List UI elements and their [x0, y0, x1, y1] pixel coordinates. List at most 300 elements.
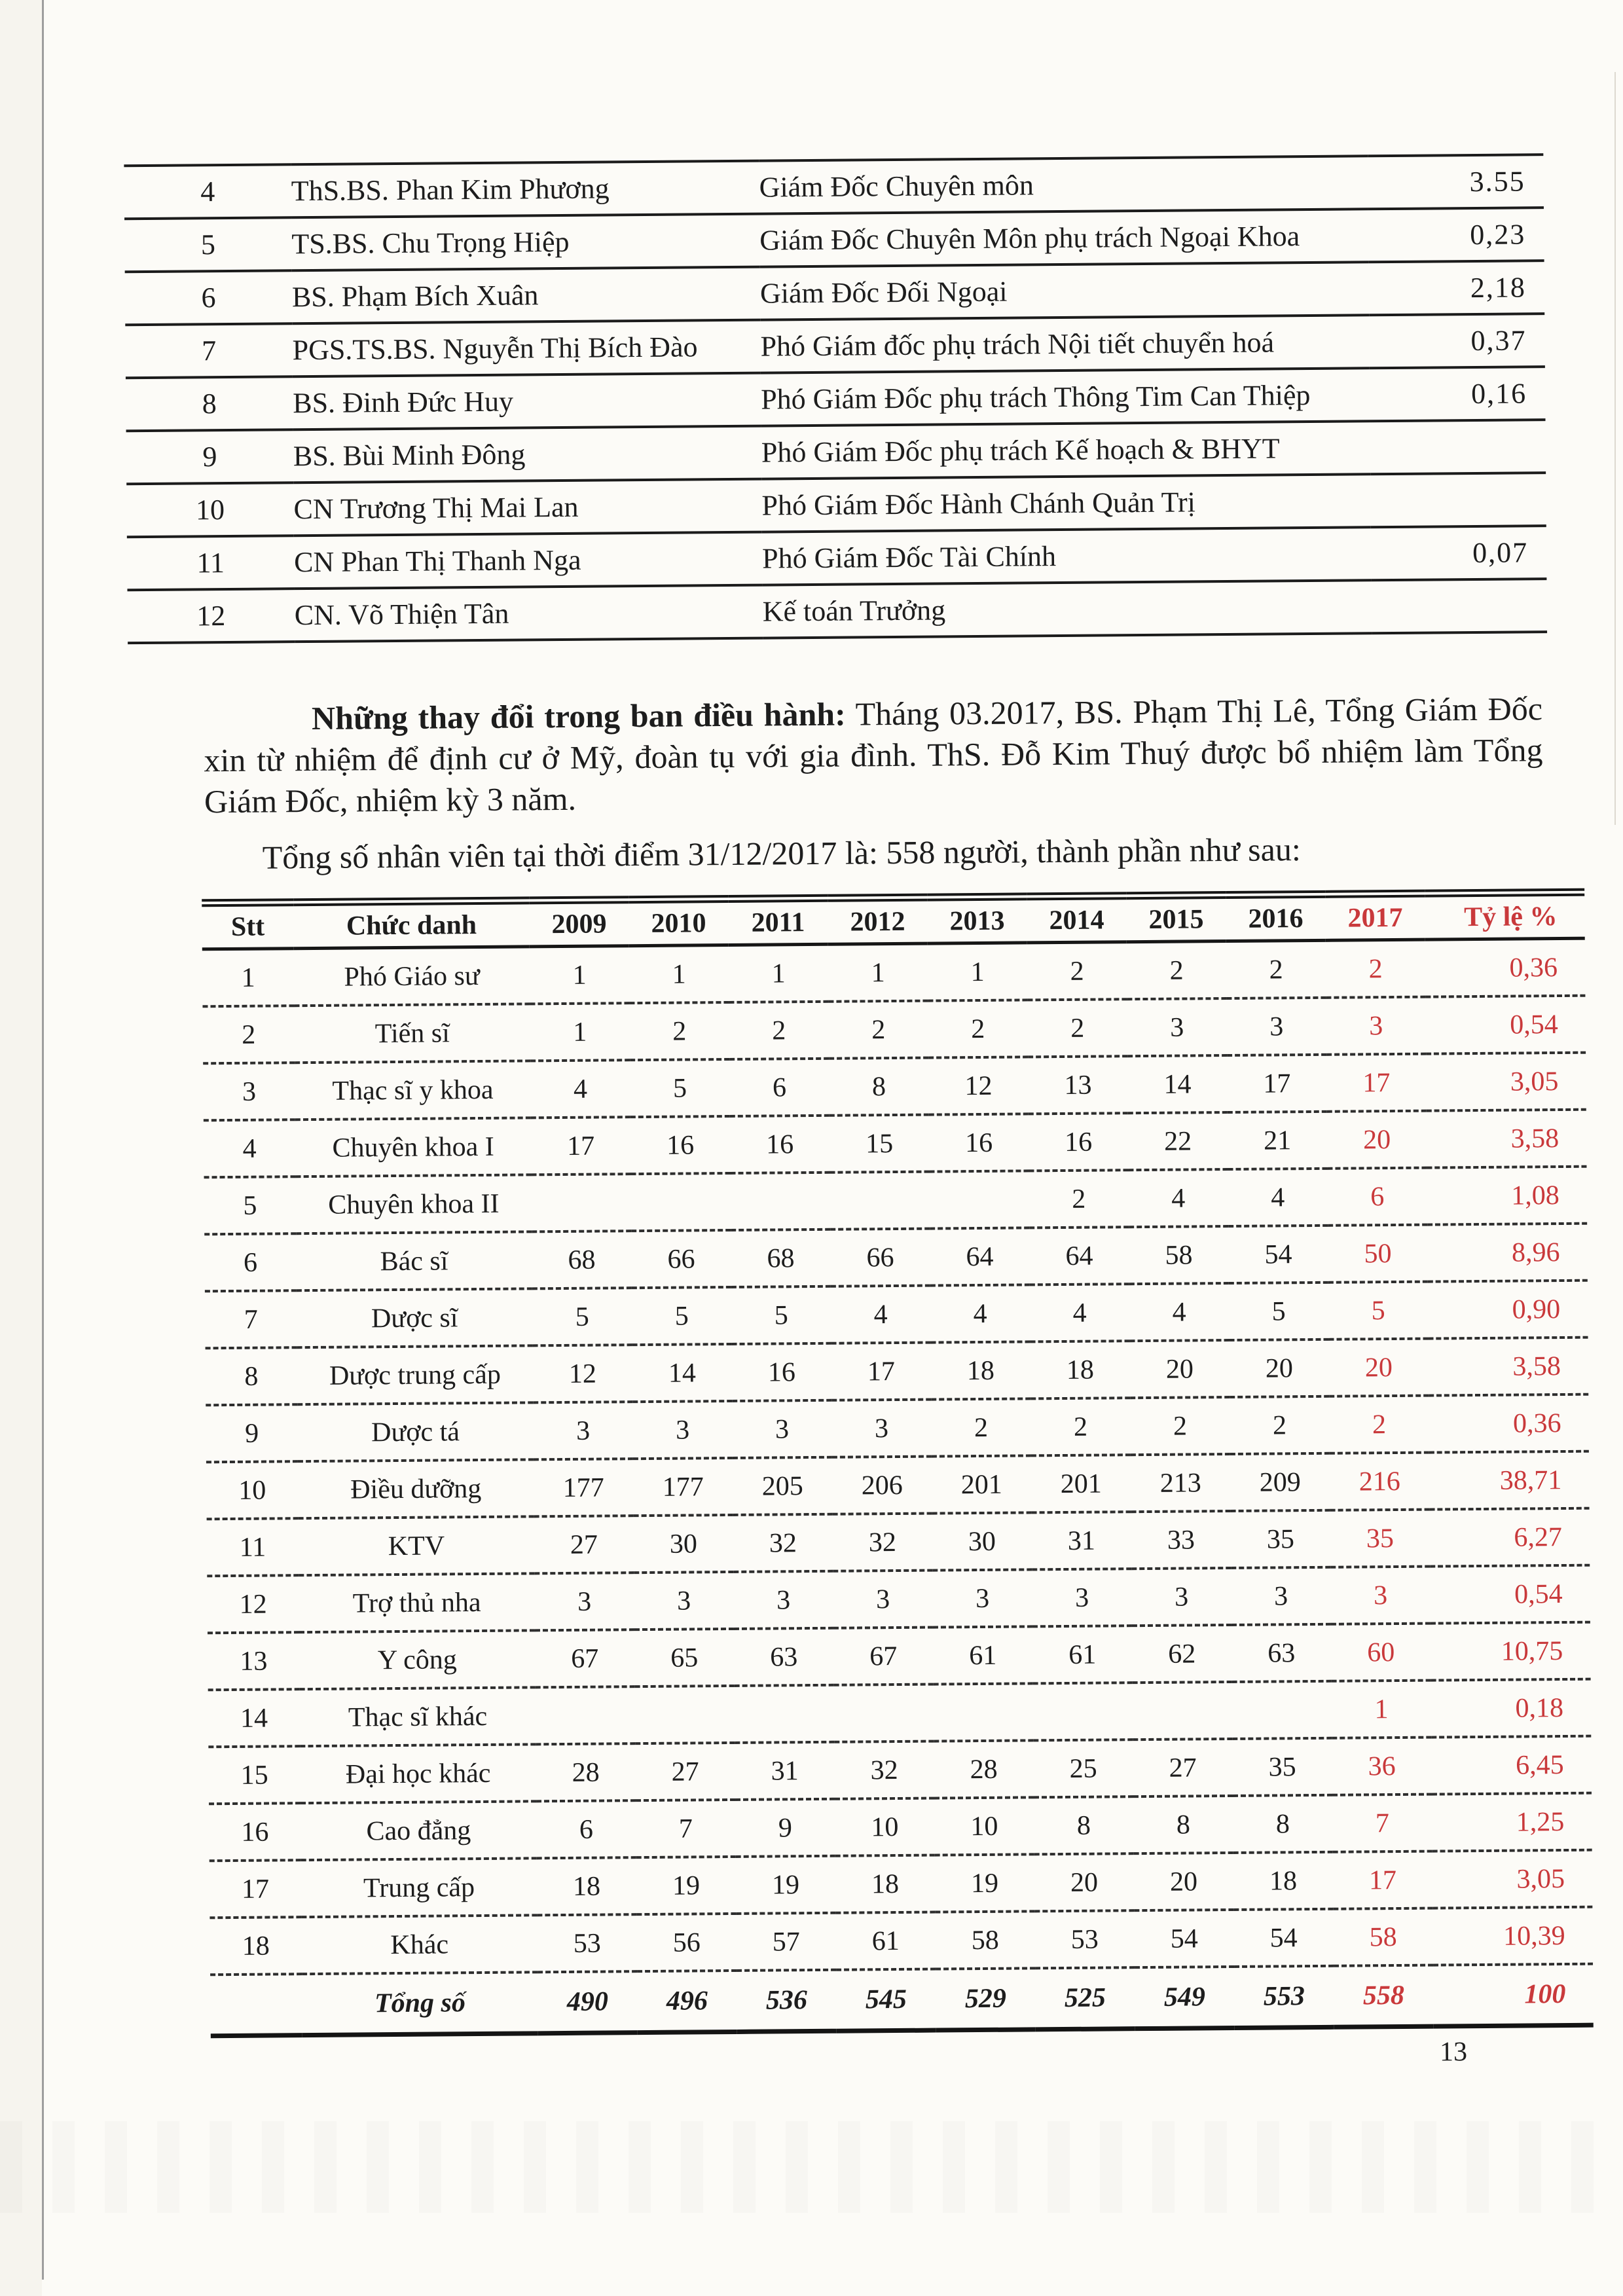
- staff-value-2014: 8: [1034, 1796, 1134, 1854]
- staff-value-2016: 54: [1228, 1226, 1328, 1283]
- staff-value-2015: 2: [1127, 941, 1227, 1000]
- staff-value-rate: 3,05: [1426, 1053, 1586, 1111]
- staff-value-2012: 17: [831, 1343, 932, 1400]
- staff-value-2011: [735, 1685, 835, 1743]
- staff-row: [204, 1110, 1587, 1178]
- staff-value-2017: 6: [1327, 1168, 1427, 1226]
- staff-row: [204, 1224, 1588, 1292]
- header-2016: 2016: [1226, 894, 1326, 941]
- staff-value-2015: 20: [1134, 1853, 1234, 1910]
- header-2011: 2011: [728, 898, 828, 945]
- staff-value-2017: 20: [1329, 1339, 1429, 1396]
- staff-value-2014: 201: [1031, 1455, 1131, 1512]
- staff-value-2011: 68: [731, 1230, 831, 1287]
- total-2011: 536: [737, 1970, 837, 2032]
- staff-value-rate: 0,54: [1430, 1565, 1590, 1624]
- header-2010: 2010: [629, 899, 729, 946]
- staff-value-2014: 31: [1032, 1512, 1132, 1569]
- staff-value-2009: 12: [533, 1345, 633, 1402]
- staff-value-2013: 64: [930, 1228, 1030, 1285]
- staff-value-2017: 1: [1332, 1681, 1432, 1738]
- staff-value-2016: [1232, 1681, 1332, 1739]
- header-chuc-danh: Chức danh: [293, 900, 530, 948]
- staff-row-label: Y công: [299, 1630, 536, 1689]
- member-position: Phó Giám Đốc Hành Chánh Quản Trị: [761, 474, 1371, 532]
- staff-value-2011: 2: [729, 1002, 829, 1059]
- staff-value-2015: 27: [1133, 1739, 1233, 1796]
- staff-row-stt: 13: [208, 1632, 300, 1690]
- staff-value-2012: 32: [834, 1741, 934, 1799]
- staff-value-2013: [934, 1683, 1034, 1741]
- staff-value-rate: 1,25: [1432, 1793, 1592, 1851]
- staff-row: [203, 1053, 1586, 1121]
- staff-row: [202, 938, 1586, 1006]
- staff-value-rate: 38,71: [1429, 1451, 1590, 1510]
- staff-value-2015: 14: [1127, 1055, 1228, 1113]
- staff-value-2010: 66: [631, 1230, 731, 1288]
- staff-value-2016: 35: [1232, 1738, 1332, 1796]
- staff-table-foot: [210, 1964, 1594, 2036]
- staff-row: [207, 1508, 1590, 1576]
- row-number: 4: [124, 164, 291, 219]
- staff-value-2009: 27: [534, 1516, 634, 1573]
- staff-value-2013: 19: [935, 1854, 1035, 1912]
- row-number: 10: [126, 483, 294, 537]
- staff-value-2010: 7: [636, 1800, 736, 1857]
- staff-value-2011: 63: [734, 1628, 834, 1686]
- staff-value-2011: 32: [733, 1514, 833, 1572]
- staff-value-2013: 16: [929, 1114, 1029, 1171]
- staff-row: [210, 1850, 1593, 1918]
- total-stt: [210, 1974, 302, 2036]
- staff-row: [210, 1907, 1593, 1975]
- staff-row-stt: 3: [203, 1063, 295, 1120]
- staff-value-2013: 3: [932, 1569, 1032, 1627]
- staff-value-2010: 65: [634, 1629, 735, 1686]
- staff-row-label: Tiến sĩ: [294, 1004, 530, 1063]
- staff-value-2016: 18: [1233, 1852, 1334, 1910]
- staff-row-label: Đại học khác: [300, 1744, 536, 1803]
- staff-value-2014: 61: [1032, 1626, 1133, 1683]
- member-share: [1371, 579, 1547, 633]
- staff-value-2017: 3: [1330, 1567, 1431, 1624]
- staff-value-rate: 0,90: [1428, 1281, 1588, 1339]
- staff-row-stt: 12: [207, 1575, 299, 1633]
- staff-row-stt: 14: [208, 1689, 301, 1747]
- staff-value-2010: 14: [632, 1344, 733, 1402]
- member-share: 0,23: [1368, 208, 1544, 262]
- staff-value-2010: 5: [632, 1287, 732, 1345]
- staff-row-stt: 16: [209, 1803, 301, 1861]
- paragraph-heading: Những thay đổi trong ban điều hành:: [311, 695, 846, 737]
- member-name: ThS.BS. Phan Kim Phương: [291, 161, 759, 218]
- management-table-body: [124, 155, 1547, 643]
- staff-table: [202, 888, 1594, 2039]
- staff-value-2010: 16: [630, 1116, 731, 1174]
- staff-value-2012: [830, 1172, 930, 1230]
- staff-row: [206, 1451, 1590, 1520]
- staff-value-2015: 8: [1133, 1796, 1233, 1853]
- staff-value-2015: 4: [1128, 1169, 1228, 1227]
- staff-value-rate: 3,58: [1429, 1338, 1589, 1396]
- staff-value-2010: 1: [629, 945, 729, 1003]
- staff-row-stt: 5: [204, 1176, 297, 1234]
- staff-value-2014: 2: [1027, 942, 1127, 1000]
- total-2010: 496: [637, 1971, 737, 2033]
- staff-value-2011: 205: [733, 1457, 833, 1515]
- staff-value-2017: 50: [1328, 1225, 1428, 1283]
- total-2015: 549: [1135, 1967, 1235, 2029]
- total-rate: 100: [1433, 1964, 1594, 2026]
- staff-value-2011: 3: [733, 1571, 833, 1629]
- staff-value-2017: 36: [1332, 1738, 1432, 1795]
- staff-value-2014: 16: [1029, 1113, 1129, 1171]
- staff-value-rate: 0,36: [1425, 938, 1586, 996]
- member-position: Phó Giám Đốc Tài Chính: [762, 527, 1372, 585]
- staff-value-2017: 35: [1330, 1510, 1431, 1567]
- member-share: 0,16: [1370, 367, 1546, 421]
- staff-value-2010: 56: [636, 1914, 737, 1971]
- staff-value-2013: 1: [928, 943, 1028, 1001]
- staff-value-2012: 15: [830, 1115, 930, 1173]
- staff-value-2017: 3: [1326, 997, 1426, 1055]
- member-position: Giám Đốc Chuyên môn: [759, 156, 1368, 213]
- staff-value-2014: 3: [1032, 1569, 1132, 1626]
- staff-value-2009: 3: [533, 1402, 633, 1459]
- staff-row: [208, 1736, 1592, 1804]
- staff-value-2012: 18: [835, 1855, 936, 1913]
- staff-value-2012: 32: [833, 1514, 933, 1571]
- staff-value-2015: 3: [1127, 998, 1227, 1056]
- staff-row: [204, 1167, 1588, 1235]
- staff-value-2016: 54: [1233, 1909, 1334, 1967]
- staff-value-2010: [635, 1686, 735, 1743]
- staff-value-2016: 5: [1229, 1283, 1329, 1340]
- member-name: PGS.TS.BS. Nguyễn Thị Bích Đào: [292, 320, 761, 377]
- staff-value-2010: 19: [636, 1857, 737, 1914]
- staff-row-label: Dược sĩ: [297, 1288, 533, 1347]
- staff-value-2009: 53: [537, 1914, 637, 1972]
- staff-row-label: Chuyên khoa II: [296, 1175, 532, 1233]
- staff-value-2015: 2: [1130, 1397, 1230, 1455]
- member-name: BS. Bùi Minh Đông: [293, 426, 762, 483]
- staff-value-2013: 2: [931, 1398, 1031, 1456]
- total-2016: 553: [1234, 1966, 1334, 2028]
- staff-value-2012: 2: [828, 1001, 928, 1059]
- staff-value-2011: 3: [732, 1400, 832, 1458]
- staff-row-stt: 18: [210, 1917, 302, 1975]
- staff-value-2015: [1133, 1682, 1233, 1740]
- staff-value-2014: 20: [1034, 1853, 1135, 1911]
- staff-value-2013: 30: [932, 1512, 1032, 1570]
- staff-value-2013: 2: [928, 1000, 1028, 1057]
- staff-value-2013: [929, 1171, 1029, 1228]
- staff-row-label: KTV: [299, 1516, 535, 1575]
- staff-value-2009: 68: [532, 1231, 632, 1288]
- staff-value-2011: 6: [729, 1059, 830, 1116]
- staff-value-2017: 7: [1332, 1795, 1432, 1852]
- staff-row-label: Khác: [301, 1915, 538, 1974]
- staff-row-label: Cao đẳng: [301, 1801, 537, 1860]
- header-ty-le: Tỷ lệ %: [1425, 892, 1585, 939]
- staff-value-2009: 1: [530, 946, 630, 1004]
- staff-value-rate: 10,75: [1431, 1622, 1591, 1681]
- row-number: 11: [127, 536, 295, 590]
- staff-value-2009: 67: [535, 1630, 635, 1687]
- staff-row: [209, 1793, 1592, 1861]
- staff-value-2015: 22: [1128, 1112, 1228, 1170]
- staff-value-2014: [1033, 1683, 1133, 1740]
- staff-value-2011: 19: [736, 1856, 836, 1914]
- staff-value-2010: 27: [635, 1743, 735, 1800]
- staff-value-2013: 28: [934, 1740, 1034, 1798]
- staff-value-2013: 201: [932, 1455, 1032, 1513]
- staff-value-2010: 2: [629, 1002, 729, 1060]
- staff-value-2016: 8: [1233, 1795, 1333, 1853]
- staff-value-2017: 17: [1326, 1054, 1427, 1112]
- staff-value-rate: 0,18: [1431, 1679, 1592, 1738]
- staff-value-2016: 209: [1230, 1453, 1330, 1511]
- staff-value-2017: 216: [1330, 1453, 1430, 1510]
- staff-value-2017: 58: [1333, 1908, 1433, 1966]
- member-position: Giám Đốc Đối Ngoại: [760, 262, 1370, 319]
- staff-value-2013: 12: [928, 1057, 1029, 1114]
- staff-value-2013: 18: [931, 1341, 1031, 1399]
- staff-row-stt: 1: [202, 949, 295, 1007]
- member-position: Phó Giám Đốc phụ trách Kế hoạch & BHYT: [761, 421, 1371, 479]
- member-position: Kế toán Trưởng: [762, 580, 1372, 638]
- header-2013: 2013: [927, 896, 1027, 943]
- staff-value-2016: 3: [1226, 998, 1326, 1055]
- staff-value-rate: 1,08: [1427, 1167, 1587, 1225]
- staff-value-2012: 8: [829, 1058, 929, 1116]
- staff-value-rate: 6,27: [1430, 1508, 1590, 1567]
- member-position: Phó Giám Đốc phụ trách Thông Tim Can Thiệp: [761, 368, 1370, 426]
- staff-row-stt: 2: [202, 1006, 295, 1063]
- staff-row-label: Phó Giáo sư: [294, 947, 530, 1006]
- staff-row-label: Thạc sĩ khác: [300, 1687, 536, 1746]
- total-2012: 545: [836, 1969, 936, 2032]
- staff-intro-paragraph: Tổng số nhân viên tại thời điểm 31/12/2017 là: 558 người, thành phần như sau:: [262, 831, 1301, 876]
- staff-row-label: Trợ thủ nha: [299, 1573, 535, 1632]
- total-2009: 490: [538, 1971, 638, 2033]
- staff-value-2014: 2: [1029, 1170, 1129, 1228]
- staff-value-2011: 16: [732, 1343, 832, 1401]
- staff-value-2012: 66: [830, 1229, 930, 1286]
- staff-value-rate: 3,05: [1432, 1850, 1593, 1908]
- staff-value-2012: 3: [833, 1571, 933, 1628]
- staff-value-2012: 67: [833, 1628, 934, 1685]
- row-number: 9: [126, 429, 294, 484]
- staff-row-stt: 15: [208, 1746, 301, 1804]
- staff-value-rate: 6,45: [1431, 1736, 1592, 1795]
- staff-row-stt: 17: [210, 1860, 302, 1918]
- member-share: 0,07: [1371, 526, 1547, 580]
- staff-row: [202, 996, 1586, 1064]
- staff-value-2012: 3: [831, 1400, 932, 1457]
- staff-value-2012: 4: [831, 1286, 931, 1343]
- staff-value-2015: 62: [1132, 1625, 1232, 1683]
- staff-value-2010: 30: [634, 1515, 734, 1573]
- staff-row-label: Dược tá: [297, 1402, 534, 1461]
- row-number: 12: [127, 589, 295, 643]
- total-2017: 558: [1334, 1965, 1434, 2028]
- header-2015: 2015: [1126, 895, 1226, 942]
- row-number: 5: [124, 217, 292, 272]
- staff-value-2014: 13: [1028, 1056, 1128, 1114]
- staff-value-2012: [834, 1685, 934, 1742]
- staff-value-2010: [631, 1173, 731, 1231]
- staff-value-2013: 4: [930, 1285, 1030, 1342]
- staff-value-2016: 3: [1231, 1567, 1331, 1625]
- staff-value-2010: 3: [634, 1572, 734, 1630]
- table-row: [127, 579, 1547, 643]
- staff-row-label: Điều dưỡng: [298, 1459, 534, 1518]
- staff-value-2009: 17: [531, 1117, 631, 1175]
- member-name: TS.BS. Chu Trọng Hiệp: [291, 214, 760, 271]
- staff-value-2016: 21: [1228, 1112, 1328, 1169]
- header-2012: 2012: [828, 898, 928, 945]
- staff-row-stt: 7: [205, 1290, 297, 1348]
- page-number: 13: [1439, 2037, 1468, 2068]
- staff-value-2009: 3: [534, 1573, 634, 1630]
- staff-value-2011: 5: [731, 1286, 831, 1344]
- staff-value-2010: 177: [633, 1458, 733, 1516]
- member-name: CN. Võ Thiện Tân: [294, 585, 763, 642]
- staff-value-2014: 53: [1034, 1910, 1135, 1968]
- staff-value-2016: 20: [1230, 1339, 1330, 1397]
- staff-value-2009: [536, 1686, 636, 1744]
- staff-value-2009: 28: [536, 1743, 636, 1801]
- staff-value-2015: 33: [1131, 1511, 1231, 1569]
- staff-value-2011: 57: [736, 1913, 836, 1971]
- staff-value-2010: 3: [632, 1401, 733, 1459]
- total-2014: 525: [1035, 1967, 1135, 2030]
- staff-value-2015: 213: [1131, 1454, 1231, 1512]
- staff-value-2017: 5: [1328, 1282, 1429, 1339]
- management-table: [124, 153, 1547, 644]
- staff-row: [207, 1565, 1590, 1633]
- staff-value-2016: 35: [1231, 1510, 1331, 1568]
- staff-value-2015: 20: [1130, 1340, 1230, 1398]
- staff-value-2014: 18: [1030, 1341, 1131, 1398]
- staff-value-2009: 5: [532, 1288, 632, 1345]
- staff-row: [206, 1394, 1589, 1463]
- staff-row-label: Chuyên khoa I: [295, 1118, 532, 1176]
- header-stt: Stt: [202, 902, 294, 949]
- staff-row-label: Bác sĩ: [296, 1231, 532, 1290]
- staff-row: [208, 1622, 1591, 1690]
- staff-value-2013: 61: [933, 1626, 1033, 1684]
- staff-value-2009: 4: [530, 1060, 630, 1118]
- staff-row-stt: 11: [207, 1518, 299, 1576]
- total-label: Tổng số: [302, 1972, 538, 2035]
- staff-value-2011: 31: [735, 1742, 835, 1800]
- staff-row-label: Trung cấp: [301, 1858, 538, 1917]
- staff-row-stt: 4: [204, 1120, 296, 1177]
- staff-value-2014: 64: [1029, 1227, 1129, 1285]
- staff-value-rate: 10,39: [1432, 1907, 1593, 1965]
- header-2009: 2009: [529, 900, 629, 947]
- member-name: CN Phan Thị Thanh Nga: [294, 532, 763, 589]
- staff-value-2009: [532, 1174, 632, 1231]
- staff-value-2011: [731, 1173, 831, 1230]
- staff-value-2012: 10: [835, 1798, 935, 1856]
- staff-value-2017: 20: [1327, 1111, 1427, 1169]
- staff-row: [206, 1338, 1589, 1406]
- paragraph-body: Tháng 03.2017, BS. Phạm Thị Lê, Tổng Giám Đốc xin từ nhiệm để định cư ở Mỹ, đoàn tụ với gia đình. ThS. Đỗ Kim Thuý được bổ nhiệm làm Tổng Giám Đốc, nhiệm kỳ 3 năm.: [204, 690, 1543, 820]
- staff-value-2014: 25: [1033, 1740, 1133, 1797]
- staff-value-2016: 2: [1226, 940, 1326, 998]
- staff-value-2011: 16: [730, 1116, 830, 1173]
- member-share: 2,18: [1369, 261, 1545, 315]
- staff-row-label: Dược trung cấp: [297, 1345, 534, 1404]
- staff-value-2014: 2: [1027, 999, 1127, 1057]
- member-name: CN Trương Thị Mai Lan: [293, 479, 762, 536]
- staff-value-2015: 58: [1129, 1226, 1229, 1284]
- staff-value-2009: 177: [534, 1459, 634, 1516]
- staff-value-2017: 2: [1326, 939, 1426, 998]
- staff-row: [208, 1679, 1592, 1747]
- staff-row-stt: 8: [206, 1347, 298, 1405]
- member-name: BS. Phạm Bích Xuân: [292, 267, 761, 324]
- staff-value-2015: 54: [1134, 1910, 1234, 1967]
- staff-value-2009: 1: [530, 1003, 630, 1061]
- member-position: Phó Giám đốc phụ trách Nội tiết chuyển hoá: [760, 315, 1370, 373]
- staff-value-2011: 9: [735, 1799, 835, 1857]
- total-2013: 529: [936, 1968, 1036, 2030]
- staff-value-2016: 63: [1231, 1624, 1332, 1682]
- staff-value-2012: 206: [832, 1457, 932, 1514]
- staff-value-2013: 10: [934, 1797, 1034, 1855]
- row-number: 7: [125, 323, 293, 378]
- header-2014: 2014: [1027, 896, 1127, 943]
- staff-value-rate: 0,54: [1425, 996, 1586, 1054]
- staff-total-row: [210, 1964, 1594, 2036]
- staff-row-stt: 9: [206, 1404, 298, 1462]
- staff-value-2016: 4: [1228, 1169, 1328, 1226]
- staff-value-rate: 8,96: [1427, 1224, 1588, 1282]
- staff-row-label: Thạc sĩ y khoa: [295, 1061, 531, 1120]
- member-share: [1370, 420, 1546, 474]
- member-share: 3.55: [1368, 155, 1544, 209]
- row-number: 8: [126, 376, 293, 431]
- member-share: 0,37: [1369, 314, 1545, 368]
- staff-value-2011: 1: [729, 944, 829, 1002]
- staff-row-stt: 6: [204, 1233, 297, 1291]
- staff-value-2017: 60: [1331, 1624, 1431, 1681]
- staff-row: [205, 1281, 1588, 1349]
- staff-value-2012: 61: [835, 1912, 936, 1970]
- staff-value-2010: 5: [630, 1059, 730, 1117]
- row-number: 6: [125, 270, 293, 325]
- staff-value-2014: 4: [1030, 1284, 1130, 1341]
- header-2017: 2017: [1325, 894, 1425, 941]
- staff-row-stt: 10: [206, 1461, 299, 1519]
- staff-value-2014: 2: [1030, 1398, 1131, 1455]
- staff-value-2012: 1: [828, 943, 928, 1002]
- staff-table-body: [202, 938, 1593, 1975]
- staff-value-rate: 0,36: [1429, 1394, 1589, 1453]
- member-position: Giám Đốc Chuyên Môn phụ trách Ngoại Khoa: [759, 209, 1369, 266]
- staff-value-2015: 3: [1131, 1568, 1231, 1626]
- staff-value-2016: 2: [1230, 1396, 1330, 1454]
- staff-value-rate: 3,58: [1427, 1110, 1587, 1168]
- member-share: [1370, 473, 1546, 527]
- staff-value-2009: 18: [537, 1857, 637, 1915]
- staff-value-2013: 58: [935, 1911, 1035, 1969]
- staff-value-2017: 17: [1333, 1851, 1433, 1909]
